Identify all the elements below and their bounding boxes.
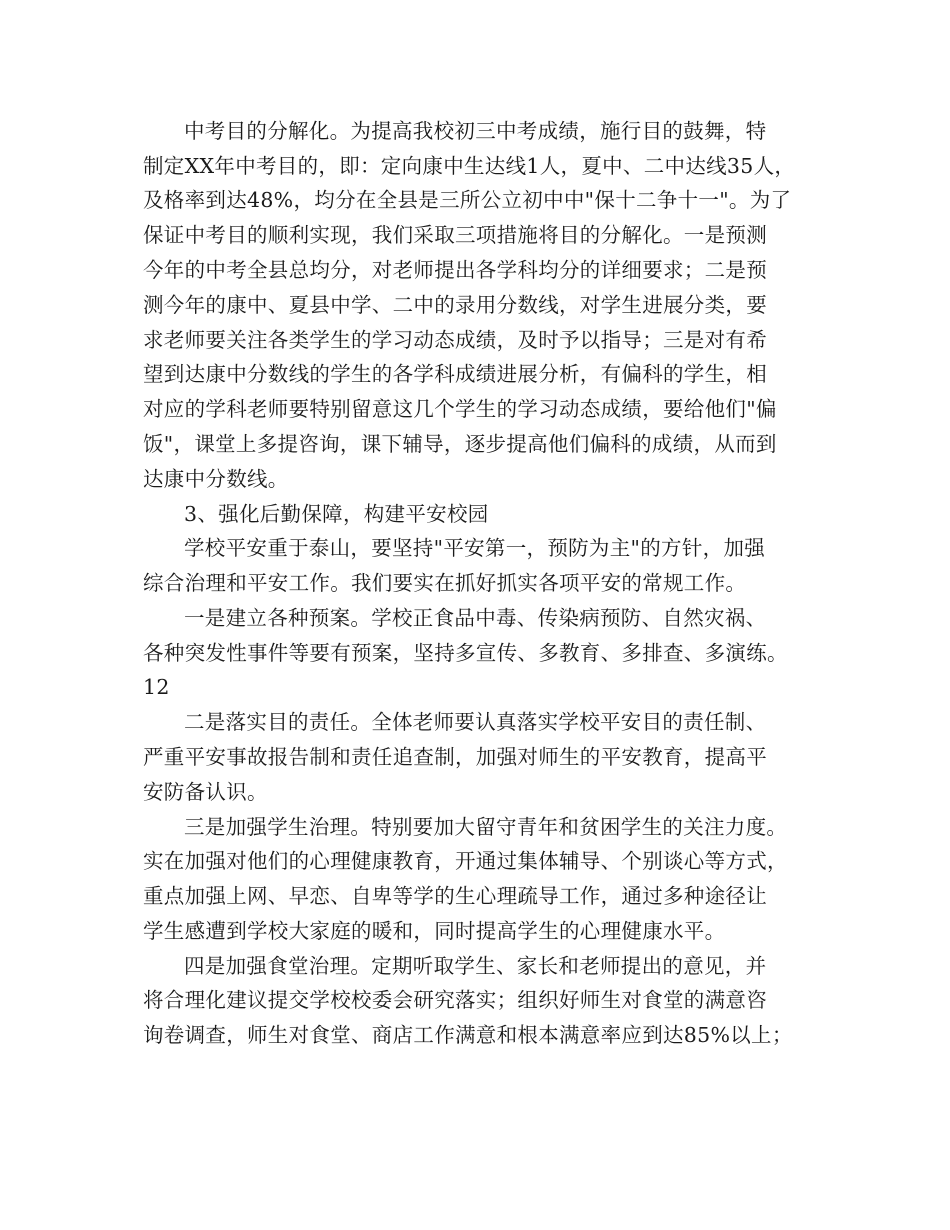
paragraph-line: 重点加强上网、早恋、自卑等学的生心理疏导工作，通过多种途径让 bbox=[143, 884, 767, 908]
paragraph-line: 二是落实目的责任。全体老师要认真落实学校平安目的责任制、 bbox=[184, 710, 767, 734]
paragraph-line: 将合理化建议提交学校校委会研究落实；组织好师生对食堂的满意咨 bbox=[143, 988, 767, 1012]
page-number-text: 12 bbox=[143, 675, 170, 699]
paragraph-line: 望到达康中分数线的学生的各学科成绩进展分析，有偏科的学生，相 bbox=[143, 362, 767, 386]
paragraph-line: 学生感遭到学校大家庭的暖和，同时提高学生的心理健康水平。 bbox=[143, 919, 726, 943]
paragraph-line: 询卷调查，师生对食堂、商店工作满意和根本满意率应到达85%以上； bbox=[143, 1023, 793, 1047]
paragraph-line: 今年的中考全县总均分，对老师提出各学科均分的详细要求；二是预 bbox=[143, 258, 767, 282]
paragraph-line: 求老师要关注各类学生的学习动态成绩，及时予以指导；三是对有希 bbox=[143, 328, 767, 352]
paragraph-line: 实在加强对他们的心理健康教育，开通过集体辅导、个别谈心等方式， bbox=[143, 849, 788, 873]
paragraph-line: 各种突发性事件等要有预案，坚持多宣传、多教育、多排查、多演练。 bbox=[143, 641, 788, 665]
paragraph-line: 一是建立各种预案。学校正食品中毒、传染病预防、自然灾祸、 bbox=[184, 606, 767, 630]
paragraph-line: 安防备认识。 bbox=[143, 780, 268, 804]
section-heading: 3、强化后勤保障，构建平安校园 bbox=[184, 502, 489, 526]
paragraph-line: 对应的学科老师要特别留意这几个学生的学习动态成绩，要给他们"偏 bbox=[143, 397, 777, 421]
paragraph-line: 严重平安事故报告制和责任追查制，加强对师生的平安教育，提高平 bbox=[143, 745, 767, 769]
paragraph-line: 四是加强食堂治理。定期听取学生、家长和老师提出的意见，并 bbox=[184, 954, 767, 978]
paragraph-line: 达康中分数线。 bbox=[143, 467, 289, 491]
paragraph-line: 中考目的分解化。为提高我校初三中考成绩，施行目的鼓舞，特 bbox=[184, 119, 767, 143]
paragraph-line: 制定XX年中考目的，即：定向康中生达线1人，夏中、二中达线35人， bbox=[143, 154, 796, 178]
paragraph-line: 保证中考目的顺利实现，我们采取三项措施将目的分解化。一是预测 bbox=[143, 223, 767, 247]
paragraph-line: 学校平安重于泰山，要坚持"平安第一，预防为主"的方针，加强 bbox=[184, 536, 766, 560]
paragraph-line: 综合治理和平安工作。我们要实在抓好抓实各项平安的常规工作。 bbox=[143, 571, 747, 595]
paragraph-line: 饭"，课堂上多提咨询，课下辅导，逐步提高他们偏科的成绩，从而到 bbox=[143, 432, 777, 456]
paragraph-line: 及格率到达48%，均分在全县是三所公立初中中"保十二争十一"。为了 bbox=[143, 188, 792, 212]
paragraph-line: 测今年的康中、夏县中学、二中的录用分数线，对学生进展分类，要 bbox=[143, 293, 767, 317]
paragraph-line: 三是加强学生治理。特别要加大留守青年和贫困学生的关注力度。 bbox=[184, 815, 788, 839]
